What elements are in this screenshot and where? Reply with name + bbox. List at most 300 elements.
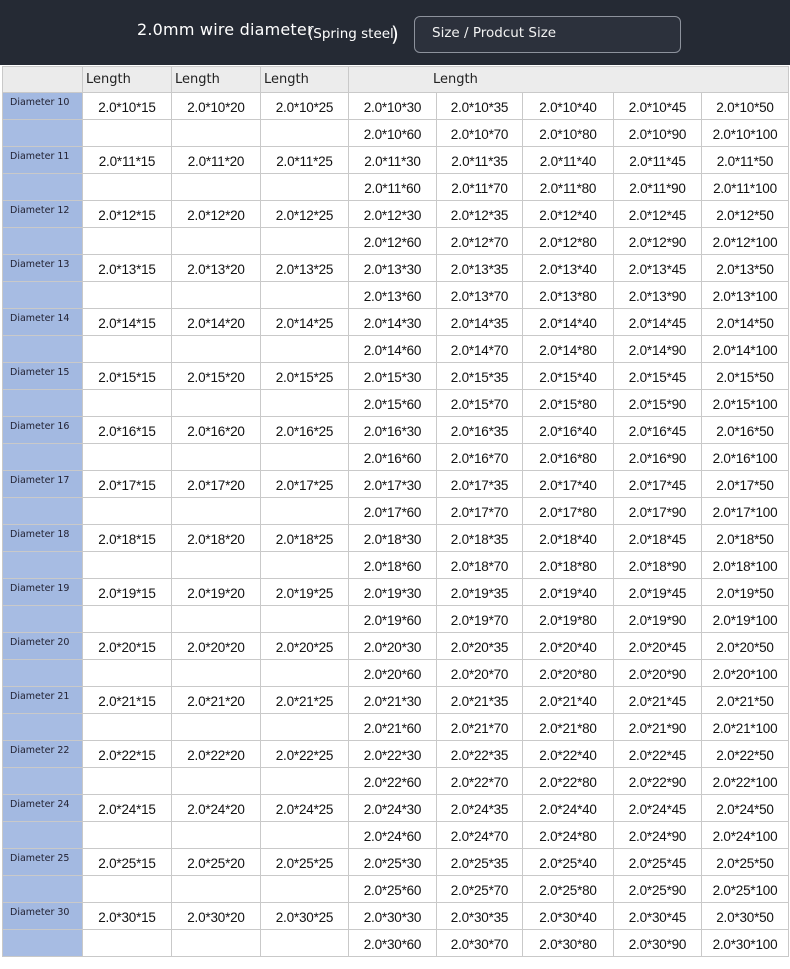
size-cell: 2.0*30*100 [702,930,789,957]
size-cell: 2.0*18*70 [437,552,523,579]
size-cell: 2.0*19*80 [523,606,614,633]
size-cell: 2.0*14*60 [349,336,437,363]
size-cell: 2.0*20*40 [523,633,614,660]
size-table [2,66,789,957]
size-cell: 2.0*22*15 [83,741,172,768]
size-cell [261,228,349,255]
size-cell: 2.0*11*90 [614,174,702,201]
size-cell: 2.0*12*60 [349,228,437,255]
header-length-4: Length [349,67,789,93]
size-cell: 2.0*21*50 [702,687,789,714]
diameter-label: Diameter 24 [3,795,83,822]
size-cell: 2.0*16*15 [83,417,172,444]
table-row [3,525,789,552]
diameter-label [3,552,83,579]
size-cell: 2.0*19*25 [261,579,349,606]
table-row [3,768,789,795]
diameter-label: Diameter 17 [3,471,83,498]
size-cell: 2.0*21*25 [261,687,349,714]
table-row [3,336,789,363]
size-cell: 2.0*12*70 [437,228,523,255]
size-cell: 2.0*17*15 [83,471,172,498]
size-cell: 2.0*17*35 [437,471,523,498]
size-cell: 2.0*12*20 [172,201,261,228]
size-cell: 2.0*18*20 [172,525,261,552]
size-cell [172,552,261,579]
size-cell: 2.0*22*100 [702,768,789,795]
size-cell [83,336,172,363]
size-cell [172,660,261,687]
size-cell [172,930,261,957]
size-cell: 2.0*19*35 [437,579,523,606]
size-cell: 2.0*18*45 [614,525,702,552]
size-cell: 2.0*21*60 [349,714,437,741]
size-cell [83,822,172,849]
size-cell: 2.0*20*100 [702,660,789,687]
size-cell [261,498,349,525]
size-cell [172,120,261,147]
diameter-label [3,768,83,795]
size-cell: 2.0*18*50 [702,525,789,552]
size-cell: 2.0*11*100 [702,174,789,201]
size-cell: 2.0*14*45 [614,309,702,336]
size-cell: 2.0*24*30 [349,795,437,822]
size-cell: 2.0*16*45 [614,417,702,444]
diameter-label [3,336,83,363]
size-cell [261,390,349,417]
size-cell: 2.0*11*70 [437,174,523,201]
diameter-label: Diameter 16 [3,417,83,444]
size-cell: 2.0*25*80 [523,876,614,903]
table-row [3,687,789,714]
size-cell: 2.0*30*70 [437,930,523,957]
size-cell [83,498,172,525]
header-length-3: Length [261,67,349,93]
size-cell: 2.0*18*30 [349,525,437,552]
closing-parenthesis: ) [391,22,399,46]
table-row [3,363,789,390]
diameter-label [3,228,83,255]
size-cell: 2.0*15*90 [614,390,702,417]
size-cell: 2.0*14*90 [614,336,702,363]
diameter-label [3,444,83,471]
size-cell: 2.0*20*80 [523,660,614,687]
size-cell: 2.0*16*25 [261,417,349,444]
size-cell: 2.0*17*50 [702,471,789,498]
size-cell: 2.0*13*90 [614,282,702,309]
size-cell: 2.0*15*35 [437,363,523,390]
table-row [3,444,789,471]
size-cell: 2.0*17*60 [349,498,437,525]
size-cell: 2.0*15*15 [83,363,172,390]
size-cell: 2.0*22*90 [614,768,702,795]
diameter-label: Diameter 19 [3,579,83,606]
diameter-label [3,660,83,687]
size-cell: 2.0*22*70 [437,768,523,795]
diameter-label: Diameter 21 [3,687,83,714]
header-corner-cell [3,67,83,93]
size-cell: 2.0*16*35 [437,417,523,444]
diameter-label: Diameter 15 [3,363,83,390]
size-cell [172,228,261,255]
size-cell: 2.0*30*80 [523,930,614,957]
size-cell: 2.0*19*20 [172,579,261,606]
size-tab-button[interactable] [414,16,681,53]
size-cell: 2.0*10*90 [614,120,702,147]
size-cell: 2.0*14*70 [437,336,523,363]
size-cell: 2.0*25*90 [614,876,702,903]
size-cell: 2.0*12*15 [83,201,172,228]
diameter-label [3,174,83,201]
size-cell [172,282,261,309]
table-row [3,390,789,417]
size-cell: 2.0*11*40 [523,147,614,174]
size-cell: 2.0*13*30 [349,255,437,282]
size-cell [172,336,261,363]
size-cell: 2.0*19*70 [437,606,523,633]
size-cell: 2.0*10*70 [437,120,523,147]
size-cell: 2.0*25*35 [437,849,523,876]
diameter-label: Diameter 30 [3,903,83,930]
size-cell: 2.0*17*90 [614,498,702,525]
size-cell [261,822,349,849]
size-cell: 2.0*18*40 [523,525,614,552]
diameter-label: Diameter 11 [3,147,83,174]
size-cell [83,120,172,147]
size-cell: 2.0*22*40 [523,741,614,768]
size-cell: 2.0*16*100 [702,444,789,471]
size-cell: 2.0*15*20 [172,363,261,390]
table-row [3,282,789,309]
size-cell [172,606,261,633]
size-cell: 2.0*16*50 [702,417,789,444]
size-cell: 2.0*21*35 [437,687,523,714]
size-cell: 2.0*16*80 [523,444,614,471]
size-cell: 2.0*30*30 [349,903,437,930]
size-cell: 2.0*18*25 [261,525,349,552]
size-cell: 2.0*24*15 [83,795,172,822]
size-cell: 2.0*18*60 [349,552,437,579]
size-cell [172,822,261,849]
size-cell: 2.0*13*20 [172,255,261,282]
table-row [3,741,789,768]
size-cell: 2.0*11*80 [523,174,614,201]
size-cell: 2.0*25*25 [261,849,349,876]
size-cell: 2.0*22*20 [172,741,261,768]
size-cell: 2.0*10*45 [614,93,702,120]
size-cell: 2.0*12*90 [614,228,702,255]
size-cell [261,174,349,201]
size-cell: 2.0*18*35 [437,525,523,552]
diameter-label [3,120,83,147]
size-cell: 2.0*30*35 [437,903,523,930]
size-cell: 2.0*24*80 [523,822,614,849]
size-cell [83,876,172,903]
size-cell: 2.0*25*40 [523,849,614,876]
size-cell [172,768,261,795]
size-cell: 2.0*14*20 [172,309,261,336]
size-cell: 2.0*30*90 [614,930,702,957]
size-cell: 2.0*20*50 [702,633,789,660]
size-cell: 2.0*20*70 [437,660,523,687]
size-cell: 2.0*13*25 [261,255,349,282]
size-cell [261,444,349,471]
size-cell: 2.0*24*50 [702,795,789,822]
size-cell [83,228,172,255]
table-row [3,174,789,201]
size-cell: 2.0*13*40 [523,255,614,282]
size-cell: 2.0*20*35 [437,633,523,660]
size-cell: 2.0*11*45 [614,147,702,174]
table-row [3,309,789,336]
size-cell [172,390,261,417]
size-cell: 2.0*24*40 [523,795,614,822]
size-cell: 2.0*21*80 [523,714,614,741]
size-cell: 2.0*18*80 [523,552,614,579]
size-cell [261,930,349,957]
size-cell: 2.0*10*100 [702,120,789,147]
size-cell: 2.0*20*25 [261,633,349,660]
table-row [3,903,789,930]
size-cell: 2.0*19*90 [614,606,702,633]
size-cell: 2.0*17*30 [349,471,437,498]
page-title: 2.0mm wire diameter [137,20,314,39]
size-cell: 2.0*16*90 [614,444,702,471]
diameter-label: Diameter 25 [3,849,83,876]
size-cell: 2.0*24*100 [702,822,789,849]
header-length-2: Length [172,67,261,93]
size-cell: 2.0*17*45 [614,471,702,498]
size-cell: 2.0*17*70 [437,498,523,525]
size-cell [172,174,261,201]
size-cell [261,120,349,147]
size-cell [172,444,261,471]
table-row [3,579,789,606]
table-row [3,606,789,633]
size-cell: 2.0*22*60 [349,768,437,795]
size-cell: 2.0*15*70 [437,390,523,417]
size-cell: 2.0*22*30 [349,741,437,768]
size-cell: 2.0*14*15 [83,309,172,336]
size-cell: 2.0*17*40 [523,471,614,498]
size-cell: 2.0*30*40 [523,903,614,930]
size-cell [261,714,349,741]
size-cell: 2.0*30*45 [614,903,702,930]
size-cell: 2.0*30*15 [83,903,172,930]
size-cell: 2.0*11*30 [349,147,437,174]
size-cell: 2.0*11*20 [172,147,261,174]
table-row [3,255,789,282]
size-cell: 2.0*14*40 [523,309,614,336]
size-cell: 2.0*24*20 [172,795,261,822]
size-cell: 2.0*21*70 [437,714,523,741]
size-cell [83,552,172,579]
size-cell: 2.0*11*25 [261,147,349,174]
size-cell: 2.0*25*60 [349,876,437,903]
size-cell: 2.0*22*25 [261,741,349,768]
size-cell: 2.0*22*80 [523,768,614,795]
size-cell: 2.0*14*100 [702,336,789,363]
size-cell: 2.0*30*20 [172,903,261,930]
size-cell: 2.0*18*90 [614,552,702,579]
size-cell: 2.0*25*30 [349,849,437,876]
size-cell: 2.0*25*15 [83,849,172,876]
table-row [3,471,789,498]
size-cell: 2.0*14*35 [437,309,523,336]
size-cell: 2.0*12*100 [702,228,789,255]
size-cell: 2.0*11*50 [702,147,789,174]
size-cell [261,336,349,363]
size-cell: 2.0*30*60 [349,930,437,957]
size-cell: 2.0*24*90 [614,822,702,849]
size-cell [261,606,349,633]
size-cell [83,282,172,309]
size-cell: 2.0*12*40 [523,201,614,228]
size-cell: 2.0*10*30 [349,93,437,120]
table-row [3,930,789,957]
size-cell: 2.0*13*60 [349,282,437,309]
table-row [3,822,789,849]
table-row [3,714,789,741]
diameter-label: Diameter 12 [3,201,83,228]
size-cell: 2.0*15*30 [349,363,437,390]
diameter-label: Diameter 22 [3,741,83,768]
size-cell: 2.0*19*40 [523,579,614,606]
size-cell: 2.0*16*70 [437,444,523,471]
size-cell: 2.0*10*80 [523,120,614,147]
size-cell: 2.0*19*100 [702,606,789,633]
size-cell [83,768,172,795]
diameter-label [3,282,83,309]
size-cell: 2.0*14*50 [702,309,789,336]
size-cell: 2.0*24*70 [437,822,523,849]
size-cell: 2.0*25*45 [614,849,702,876]
size-cell: 2.0*15*50 [702,363,789,390]
table-row [3,147,789,174]
size-cell: 2.0*21*15 [83,687,172,714]
size-cell: 2.0*13*35 [437,255,523,282]
size-cell: 2.0*17*25 [261,471,349,498]
size-cell: 2.0*20*30 [349,633,437,660]
size-cell [83,390,172,417]
diameter-label [3,498,83,525]
size-cell: 2.0*21*20 [172,687,261,714]
table-row [3,795,789,822]
size-cell: 2.0*25*50 [702,849,789,876]
size-cell: 2.0*12*30 [349,201,437,228]
size-cell: 2.0*11*15 [83,147,172,174]
diameter-label: Diameter 13 [3,255,83,282]
size-cell: 2.0*22*50 [702,741,789,768]
size-cell [172,714,261,741]
size-cell: 2.0*14*25 [261,309,349,336]
diameter-label [3,822,83,849]
size-cell: 2.0*13*70 [437,282,523,309]
table-row [3,201,789,228]
size-cell: 2.0*25*100 [702,876,789,903]
size-cell: 2.0*25*70 [437,876,523,903]
size-cell: 2.0*30*25 [261,903,349,930]
size-cell: 2.0*15*60 [349,390,437,417]
table-row [3,228,789,255]
diameter-label [3,390,83,417]
size-cell: 2.0*11*60 [349,174,437,201]
size-cell [261,768,349,795]
size-cell: 2.0*12*25 [261,201,349,228]
size-cell: 2.0*10*50 [702,93,789,120]
size-cell: 2.0*12*35 [437,201,523,228]
material-subtitle: (Spring steel [308,26,394,42]
size-cell: 2.0*16*40 [523,417,614,444]
diameter-label: Diameter 14 [3,309,83,336]
size-cell [83,444,172,471]
size-cell: 2.0*14*30 [349,309,437,336]
size-cell: 2.0*10*60 [349,120,437,147]
size-cell: 2.0*13*100 [702,282,789,309]
size-cell: 2.0*19*50 [702,579,789,606]
size-cell [261,282,349,309]
size-cell: 2.0*10*15 [83,93,172,120]
size-cell [261,660,349,687]
size-cell: 2.0*24*60 [349,822,437,849]
size-cell [83,174,172,201]
size-cell: 2.0*12*50 [702,201,789,228]
size-cell: 2.0*21*90 [614,714,702,741]
size-cell: 2.0*21*30 [349,687,437,714]
size-cell [83,714,172,741]
size-cell: 2.0*18*15 [83,525,172,552]
table-row [3,633,789,660]
size-cell [83,930,172,957]
size-tab-label: Size / Prodcut Size [432,25,557,41]
size-cell: 2.0*24*45 [614,795,702,822]
diameter-label: Diameter 10 [3,93,83,120]
table-row [3,849,789,876]
size-cell: 2.0*19*60 [349,606,437,633]
diameter-label: Diameter 18 [3,525,83,552]
header-length-1: Length [83,67,172,93]
size-cell: 2.0*24*35 [437,795,523,822]
size-cell: 2.0*13*45 [614,255,702,282]
size-cell: 2.0*21*45 [614,687,702,714]
size-cell: 2.0*19*45 [614,579,702,606]
size-cell: 2.0*10*35 [437,93,523,120]
size-cell: 2.0*16*60 [349,444,437,471]
size-cell: 2.0*30*50 [702,903,789,930]
size-cell: 2.0*10*20 [172,93,261,120]
size-cell: 2.0*19*30 [349,579,437,606]
size-cell: 2.0*13*50 [702,255,789,282]
table-body [3,93,789,957]
table-row [3,120,789,147]
size-cell: 2.0*20*90 [614,660,702,687]
size-cell: 2.0*20*20 [172,633,261,660]
size-cell: 2.0*11*35 [437,147,523,174]
size-cell [83,606,172,633]
size-cell: 2.0*16*30 [349,417,437,444]
table-header-row [3,67,789,93]
size-cell: 2.0*10*25 [261,93,349,120]
diameter-label [3,606,83,633]
size-cell: 2.0*15*45 [614,363,702,390]
table-row [3,93,789,120]
size-cell [172,876,261,903]
size-cell: 2.0*15*40 [523,363,614,390]
size-cell: 2.0*20*15 [83,633,172,660]
size-cell: 2.0*20*60 [349,660,437,687]
size-cell: 2.0*15*100 [702,390,789,417]
size-cell: 2.0*19*15 [83,579,172,606]
